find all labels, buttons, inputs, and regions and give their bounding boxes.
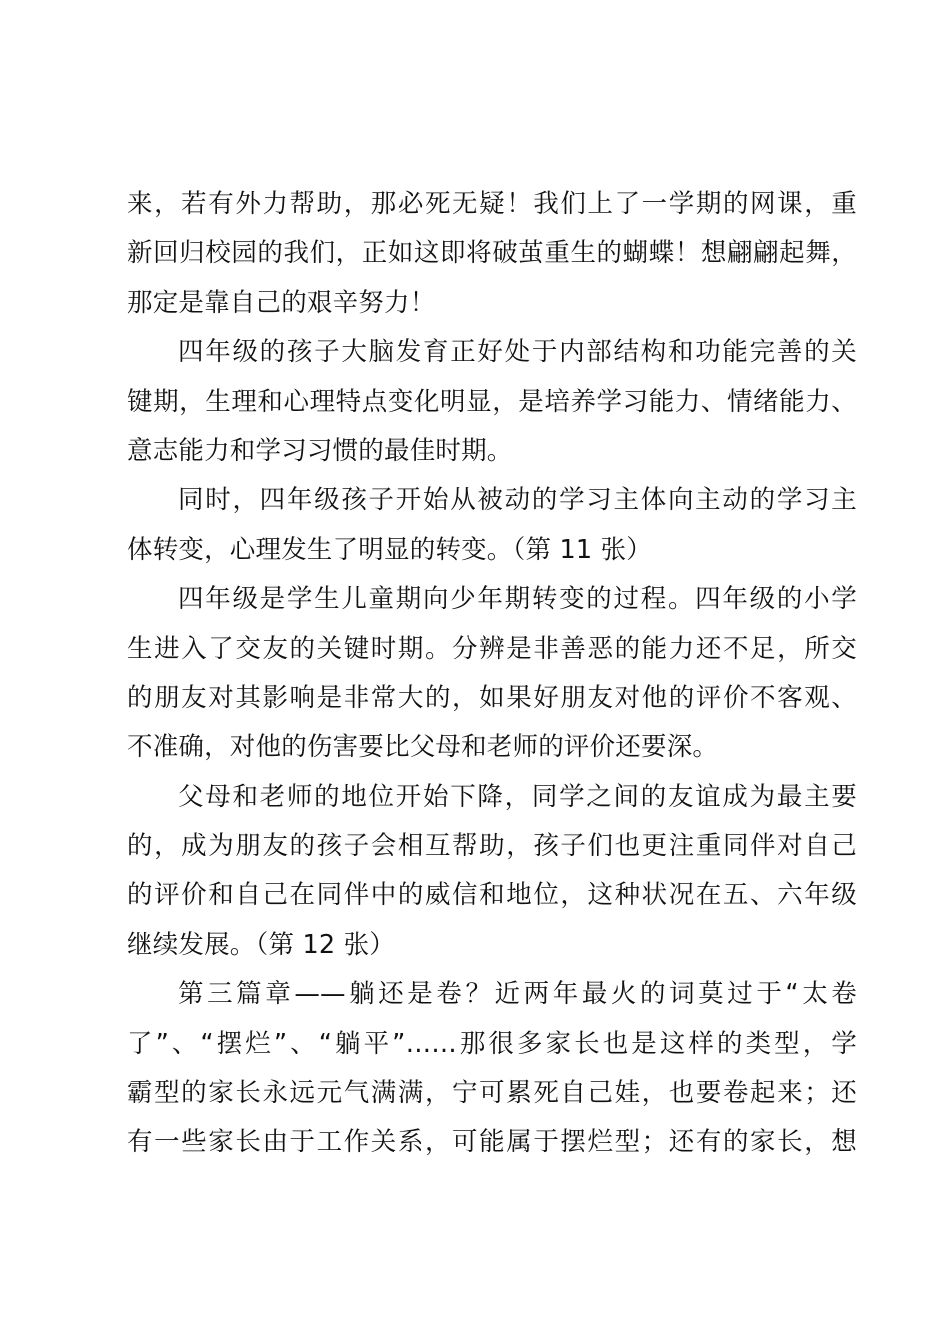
paragraph-4 bbox=[127, 575, 857, 773]
text-line: 四年级的孩子大脑发育正好处于内部结构和功能完善的关 bbox=[178, 337, 857, 368]
text-line: 霸型的家长永远元气满满，宁可累死自己娃，也要卷起来；还 bbox=[127, 1078, 857, 1109]
text-line: 生进入了交友的关键时期。分辨是非善恶的能力还不足，所交 bbox=[127, 633, 857, 664]
text-line: 了”、“摆烂”、“躺平”……那很多家长也是这样的类型，学 bbox=[127, 1028, 857, 1059]
text-line: 第三篇章——躺还是卷？近两年最火的词莫过于“太卷 bbox=[178, 979, 857, 1010]
document-page bbox=[127, 180, 857, 1168]
text-line: 键期，生理和心理特点变化明显，是培养学习能力、情绪能力、 bbox=[127, 386, 857, 417]
paragraph-6 bbox=[127, 970, 857, 1168]
text-line: 不准确，对他的伤害要比父母和老师的评价还要深。 bbox=[127, 732, 719, 763]
paragraph-3 bbox=[127, 476, 857, 575]
text-line: 继续发展。（第 12 张） bbox=[127, 929, 396, 960]
text-line: 新回归校园的我们，正如这即将破茧重生的蝴蝶！想翩翩起舞， bbox=[127, 238, 857, 269]
text-line: 的评价和自己在同伴中的威信和地位，这种状况在五、六年级 bbox=[127, 880, 857, 911]
text-line: 有一些家长由于工作关系，可能属于摆烂型；还有的家长，想 bbox=[127, 1127, 857, 1158]
text-line: 意志能力和学习习惯的最佳时期。 bbox=[127, 435, 513, 466]
text-line: 同时，四年级孩子开始从被动的学习主体向主动的学习主 bbox=[178, 485, 857, 516]
text-line: 四年级是学生儿童期向少年期转变的过程。四年级的小学 bbox=[178, 584, 857, 615]
text-line: 体转变，心理发生了明显的转变。（第 11 张） bbox=[127, 534, 653, 565]
paragraph-5 bbox=[127, 773, 857, 971]
paragraph-2 bbox=[127, 328, 857, 476]
text-line: 的朋友对其影响是非常大的，如果好朋友对他的评价不客观、 bbox=[127, 682, 857, 713]
text-line: 来，若有外力帮助，那必死无疑！我们上了一学期的网课，重 bbox=[127, 189, 857, 219]
text-line: 父母和老师的地位开始下降，同学之间的友谊成为最主要 bbox=[178, 781, 857, 812]
paragraph-1 bbox=[127, 180, 857, 328]
text-line: 那定是靠自己的艰辛努力！ bbox=[127, 287, 436, 318]
text-line: 的，成为朋友的孩子会相互帮助，孩子们也更注重同伴对自己 bbox=[127, 831, 857, 862]
